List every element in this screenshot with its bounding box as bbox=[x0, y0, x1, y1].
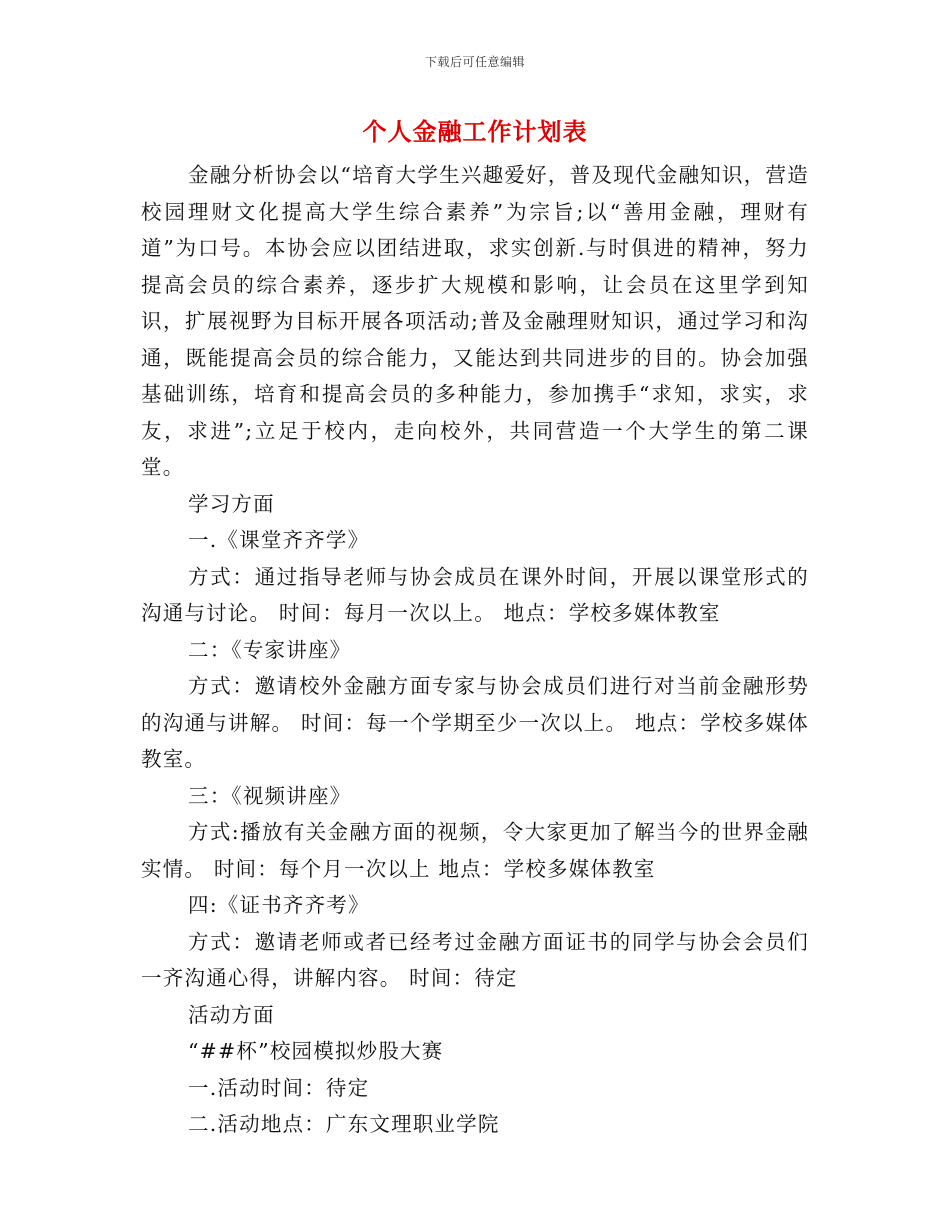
paragraph-expert-lecture-detail: 方式：邀请校外金融方面专家与协会成员们进行对当前金融形势的沟通与讲解。 时间：每一个学期至少一次以上。 地点：学校多媒体教室。 bbox=[141, 674, 809, 771]
activity-location: 二.活动地点：广东文理职业学院 bbox=[188, 1112, 500, 1136]
section-heading-study: 学习方面 bbox=[188, 491, 275, 516]
section-heading-activities: 活动方面 bbox=[188, 1002, 275, 1027]
activity-title: “##杯”校园模拟炒股大赛 bbox=[188, 1039, 444, 1063]
item-heading-video-lecture: 三：《视频讲座》 bbox=[188, 783, 352, 808]
document-title: 个人金融工作计划表 bbox=[362, 117, 588, 146]
item-heading-certificate: 四:《证书齐齐考》 bbox=[188, 893, 370, 917]
document-body bbox=[141, 157, 809, 1143]
item-heading-classroom: 一.《课堂齐齐学》 bbox=[188, 528, 370, 552]
item-heading-expert-lecture: 二：《专家讲座》 bbox=[188, 637, 352, 662]
paragraph-intro: 金融分析协会以“培育大学生兴趣爱好，普及现代金融知识，营造校园理财文化提高大学生综合素养”为宗旨;以“善用金融，理财有道”为口号。本协会应以团结进取，求实创新.与时俱进的精神，努力提高会员的综合素养，逐步扩大规模和影响，让会员在这里学到知识，扩展视野为目标开展各项活动;普及金融理财知识，通过学习和沟通，既能提高会员的综合能力，又能达到共同进步的目的。协会加强基础训练，培育和提高会员的多种能力，参加携手“求知，求实，求友，求进”;立足于校内，走向校外，共同营造一个大学生的第二课堂。 bbox=[141, 163, 809, 479]
activity-time: 一.活动时间：待定 bbox=[188, 1075, 370, 1100]
header-note: 下载后可任意编辑 bbox=[424, 55, 525, 69]
paragraph-classroom-detail: 方式：通过指导老师与协会成员在课外时间，开展以课堂形式的沟通与讨论。 时间：每月一次以上。 地点：学校多媒体教室 bbox=[141, 564, 809, 625]
paragraph-video-lecture-detail: 方式:播放有关金融方面的视频，令大家更加了解当今的世界金融实情。 时间：每个月一次以上 地点：学校多媒体教室 bbox=[141, 820, 809, 881]
paragraph-certificate-detail: 方式：邀请老师或者已经考过金融方面证书的同学与协会会员们一齐沟通心得，讲解内容。 时间：待定 bbox=[141, 929, 809, 990]
